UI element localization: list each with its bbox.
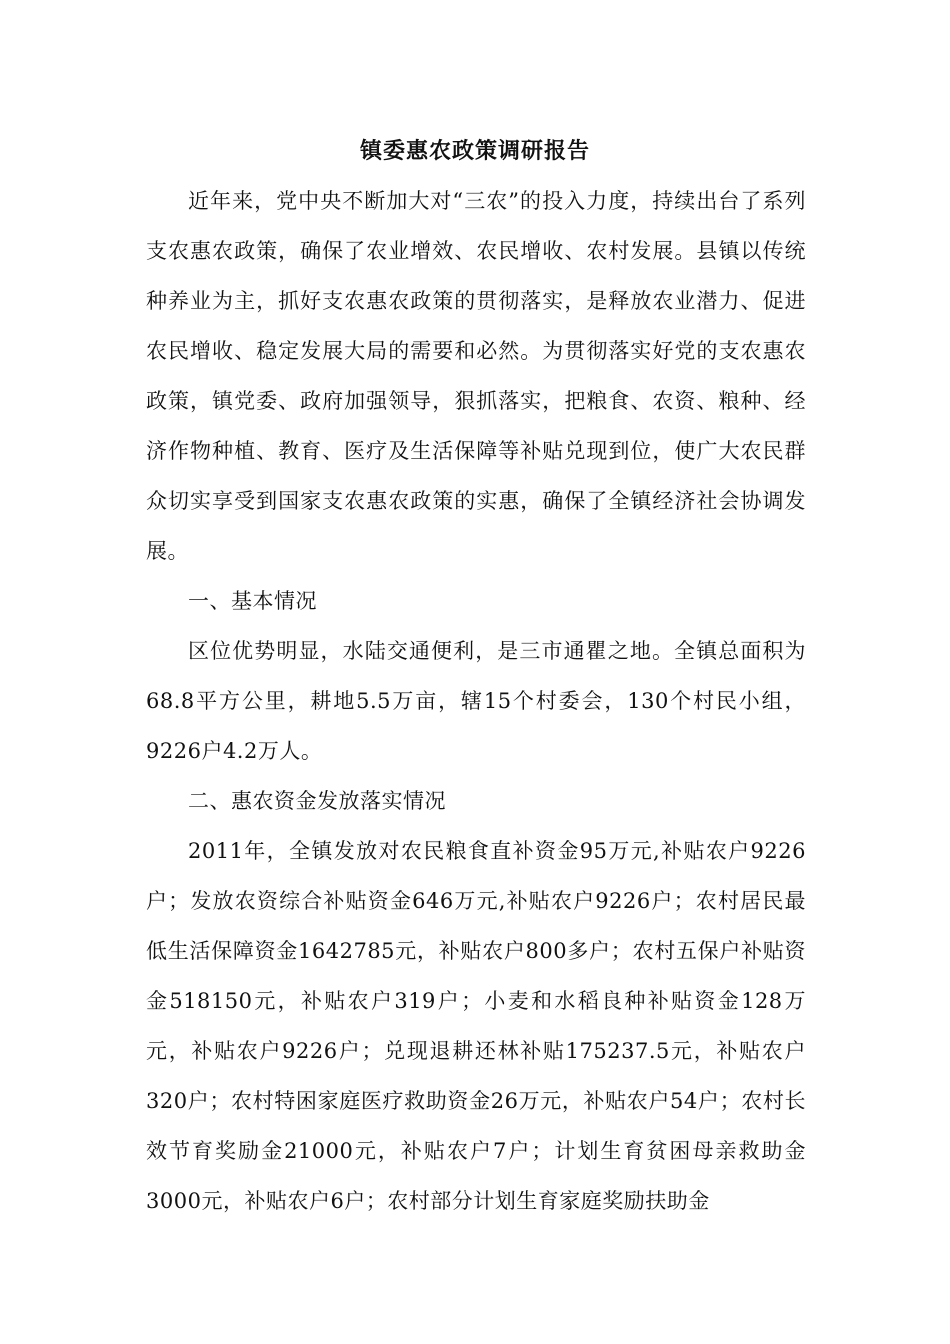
funds-paragraph: 2011年，全镇发放对农民粮食直补资金95万元,补贴农户9226户；发放农资综合补贴资金646万元,补贴农户9226户；农村居民最低生活保障资金1642785元，补贴农户800多户；农村五保户补贴资金518150元，补贴农户319户；小麦和水稻良种补贴资金128万元，补贴农户9226户；兑现退耕还林补贴175237.5元，补贴农户320户；农村特困家庭医疗救助资金26万元，补贴农户54户；农村长效节育奖励金21000元，补贴农户7户；计划生育贫困母亲救助金3000元，补贴农户6户；农村部分计划生育家庭奖励扶助金 xyxy=(146,839,806,1213)
basic-situation-paragraph: 区位优势明显，水陆交通便利，是三市通瞿之地。全镇总面积为68.8平方公里，耕地5.5万亩，辖15个村委会，130个村民小组，9226户4.2万人。 xyxy=(146,639,806,763)
section-heading-basic-situation: 一、基本情况 xyxy=(188,589,317,613)
intro-paragraph: 近年来，党中央不断加大对“三农”的投入力度，持续出台了系列支农惠农政策，确保了农业增效、农民增收、农村发展。县镇以传统种养业为主，抓好支农惠农政策的贯彻落实，是释放农业潜力、促进农民增收、稳定发展大局的需要和必然。为贯彻落实好党的支农惠农政策，镇党委、政府加强领导，狠抓落实，把粮食、农资、粮种、经济作物种植、教育、医疗及生活保障等补贴兑现到位，使广大农民群众切实享受到国家支农惠农政策的实惠，确保了全镇经济社会协调发展。 xyxy=(146,189,806,563)
document-title: 镇委惠农政策调研报告 xyxy=(359,139,590,164)
section-heading-funds: 二、惠农资金发放落实情况 xyxy=(188,789,446,813)
document-body xyxy=(146,176,806,1226)
